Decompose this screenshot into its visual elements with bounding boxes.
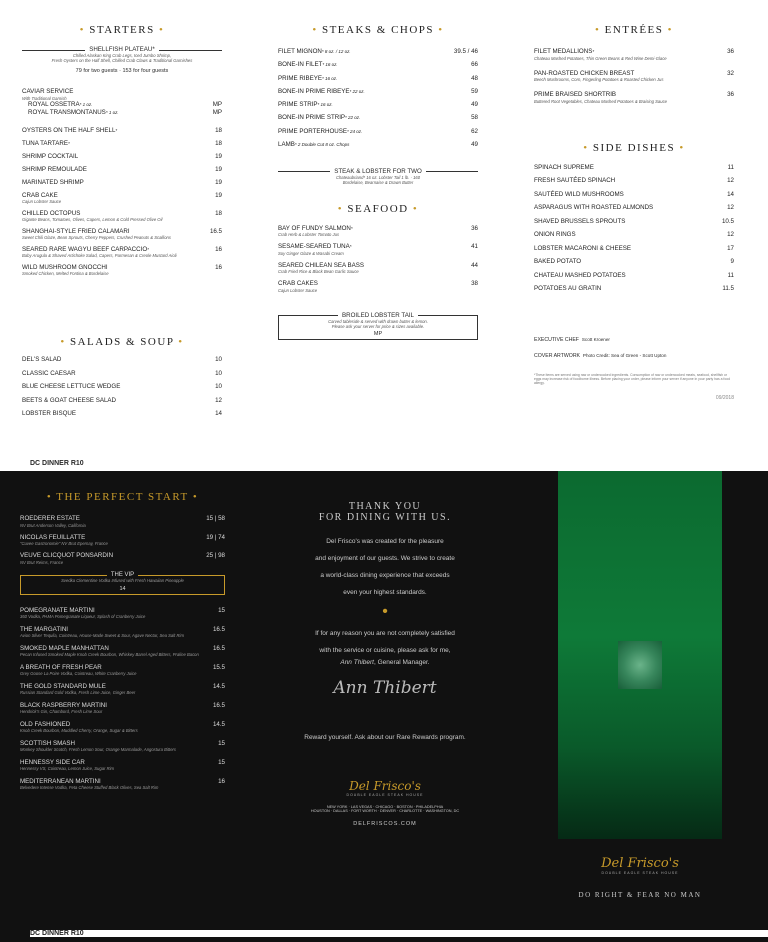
steak-item: FILET MIGNON* 8 oz. / 12 oz. 39.5 / 46: [278, 48, 478, 55]
seafood-item: BAY OF FUNDY SALMON* 36 Crab Herb & Lobster Tomato Jus: [278, 224, 478, 238]
steak-item: BONE-IN PRIME STRIP* 22 oz. 58: [278, 114, 478, 122]
rewards-text: Reward yourself. Ask about our Rare Rewards program.: [304, 734, 466, 741]
seafood-item: SESAME-SEARED TUNA* 41 Soy Ginger Glaze & Wasabi Cream: [278, 243, 478, 256]
logo: Del Frisco's: [349, 779, 421, 793]
shellfish-plateau: SHELLFISH PLATEAU* Chilled Alaskan King Crab Legs, Iced Jumbo Shrimp, Fresh Oysters on the Half Shell, Chilled Crab Claws & Traditional Garnishes 79 for two guests · 153 for four guests: [22, 50, 222, 74]
starter-item: OYSTERS ON THE HALF SHELL* 18: [22, 126, 222, 134]
starter-item: CRAB CAKE 19 Cajun Lobster Sauce: [22, 191, 222, 204]
starter-item: SHANGHAI-STYLE FRIED CALAMARI 16.5 Sweet Chili Glaze, Bean Sprouts, Cherry Peppers, Crushed Peanuts & Scallions: [22, 227, 222, 240]
salads-column: [22, 336, 222, 424]
the-vip: THE VIP Svedka Clementine Vodka Infused with Fresh Hawaiian Pineapple 14: [20, 575, 225, 595]
steak-item: BONE-IN PRIME RIBEYE* 22 oz. 59: [278, 87, 478, 95]
gold-dot: •: [382, 603, 388, 620]
print-date: 09/2018: [715, 394, 734, 401]
seafood-item: SEARED CHILEAN SEA BASS 44 Crab Fried Rice & Black Bean Garlic Sauce: [278, 261, 478, 275]
starter-item: WILD MUSHROOM GNOCCHI 16 Smoked Chicken, Melted Fontina & Bordelaise: [22, 263, 222, 276]
cover-artwork: COVER ARTWORK Photo Credit: Sea of Green - Scott Upton: [534, 352, 667, 359]
entrees-column: [534, 24, 734, 401]
steaks-heading: • STEAKS & CHOPS •: [312, 24, 444, 36]
website[interactable]: DELFRISCOS.COM: [353, 821, 417, 827]
wine-item: VEUVE CLICQUOT PONSARDIN 25 | 98 NV Brut Reims, France: [20, 552, 225, 565]
steak-lobster-for-two: STEAK & LOBSTER FOR TWO Chateaubriand* 16 oz. Lobster Tail 1 lb. · 160 Bordelaise, Bearnaise & Drawn Butter: [278, 171, 478, 185]
seafood-heading: • SEAFOOD •: [337, 202, 419, 215]
steak-item: PRIME STRIP* 16 oz. 49: [278, 101, 478, 109]
menu-code-bottom: DC DINNER R10: [30, 930, 768, 937]
side-item: CHATEAU MASHED POTATOES 11: [534, 271, 734, 279]
salads-heading: • SALADS & SOUP •: [60, 336, 184, 348]
thanks-paragraph-line: with the service or cuisine, please ask for me,: [319, 647, 451, 654]
starter-item: MARINATED SHRIMP 19: [22, 178, 222, 186]
entrees-heading: • ENTRÉES •: [595, 24, 673, 36]
cocktail-item: MEDITERRANEAN MARTINI 16 Belvedere Intense Vodka, Feta Cheese Stuffed Black Olives, Sea Salt Rim: [20, 777, 225, 790]
steak-item: BONE-IN FILET* 16 oz. 66: [278, 61, 478, 69]
steak-item: LAMB* 2 Double Cut 8 oz. Chops 49: [278, 141, 478, 149]
side-item: SHAVED BRUSSELS SPROUTS 10.5: [534, 217, 734, 225]
side-item: ONION RINGS 12: [534, 231, 734, 238]
entree-item: PAN-ROASTED CHICKEN BREAST 32 Beech Mushrooms, Corn, Fingerling Potatoes & Roasted Chicken Jus: [534, 69, 734, 82]
tagline: DO RIGHT & FEAR NO MAN: [578, 891, 702, 899]
thanks-paragraph-line: a world-class dining experience that exceeds: [320, 572, 450, 579]
steaks-column: [278, 24, 478, 340]
starter-item: SHRIMP COCKTAIL 19: [22, 152, 222, 160]
general-manager: Ann Thibert, General Manager.: [340, 659, 430, 666]
side-item: SPINACH SUPREME 11: [534, 163, 734, 171]
executive-chef: EXECUTIVE CHEF Scott Kroener: [534, 336, 610, 343]
side-item: FRESH SAUTÉED SPINACH 12: [534, 177, 734, 184]
steak-item: PRIME PORTERHOUSE* 24 oz. 62: [278, 127, 478, 135]
thanks-paragraph-line: and enjoyment of our guests. We strive to create: [315, 555, 455, 562]
cover-logo: Del Frisco's: [601, 856, 679, 871]
starter-item: CHILLED OCTOPUS 18 Gigante Beans, Tomatoes, Olives, Capers, Lemon & Cold Pressed Olive Oil: [22, 209, 222, 222]
starter-item: TUNA TARTARE* 18: [22, 139, 222, 147]
cocktail-item: HENNESSY SIDE CAR 15 Hennessy VS, Cointreau, Lemon Juice, Sugar Rim: [20, 758, 225, 771]
cocktail-item: OLD FASHIONED 14.5 Knob Creek Bourbon, Muddled Cherry, Orange, Sugar & Bitters: [20, 720, 225, 733]
wine-item: ROEDERER ESTATE 15 | 58 NV Brut Anderson Valley, California: [20, 515, 225, 528]
steak-item: PRIME RIBEYE* 16 oz. 48: [278, 74, 478, 82]
salad-item: BLUE CHEESE LETTUCE WEDGE 10: [22, 383, 222, 390]
caviar-service: CAVIAR SERVICE With Traditional Garnish ROYAL OSSETRA* 1 oz. MP ROYAL TRANSMONTANUS* 1 oz. MP: [22, 88, 222, 116]
disclaimer: *These items are served using raw or undercooked ingredients. Consumption of raw or undercooked meats, seafood, shellfish or eggs may increase risk of foodborne illness. Before placing your order, please inform your server if anyone in your party has a food allergy.: [534, 372, 731, 385]
cover-artwork-image: [558, 471, 722, 839]
starters-column: [22, 24, 222, 282]
wine-item: NICOLAS FEUILLATTE 19 | 74 "Cuvee Gastronomie" NV Brut Epernay, France: [20, 533, 225, 546]
signature: Ann Thibert: [333, 678, 437, 698]
side-item: LOBSTER MACARONI & CHEESE 17: [534, 244, 734, 252]
caviar-item: ROYAL OSSETRA* 1 oz. MP: [28, 100, 222, 108]
side-item: SAUTÉED WILD MUSHROOMS 14: [534, 190, 734, 198]
cocktail-item: SMOKED MAPLE MANHATTAN 16.5 Pecan Infused Smoked Maple Knob Creek Bourbon, Whiskey Barrel Aged Bitters, Praline Bacon: [20, 644, 225, 657]
perfect-start-column: [20, 491, 225, 797]
broiled-lobster-tail: BROILED LOBSTER TAIL Carved tableside & served with drawn butter & lemon. Please ask your server for price & sizes available. MP: [278, 315, 478, 340]
entree-item: PRIME BRAISED SHORTRIB 36 Buttered Root Vegetables, Chateau Mashed Potatoes & Braising Sauce: [534, 91, 734, 104]
starter-item: SHRIMP REMOULADE 19: [22, 165, 222, 173]
cocktail-item: BLACK RASPBERRY MARTINI 16.5 Hendrick's Gin, Chambord, Fresh Lime Sour: [20, 701, 225, 714]
thanks-paragraph-line: even your highest standards.: [343, 589, 427, 596]
sides-heading: • SIDE DISHES •: [583, 141, 685, 154]
starter-item: SEARED RARE WAGYU BEEF CARPACCIO* 16 Baby Arugula & Shaved Artichoke Salad, Capers, Parmesan & Creole Mustard Aioli: [22, 245, 222, 258]
salad-item: DEL'S SALAD 10: [22, 356, 222, 363]
salad-item: CLASSIC CAESAR 10: [22, 369, 222, 377]
seafood-item: CRAB CAKES 38 Cajun Lobster Sauce: [278, 280, 478, 293]
artwork-square: [618, 641, 662, 689]
entree-item: FILET MEDALLIONS* 36 Chateau Mashed Potatoes, Thin Green Beans & Red Wine Demi-Glace: [534, 48, 734, 61]
menu-code: DC DINNER R10: [30, 460, 84, 467]
drinks-page: [0, 471, 768, 942]
cocktail-item: A BREATH OF FRESH PEAR 15.5 Grey Goose La Poire Vodka, Cointreau, White Cranberry Juice: [20, 663, 225, 676]
side-item: POTATOES AU GRATIN 11.5: [534, 285, 734, 292]
side-item: ASPARAGUS WITH ROASTED ALMONDS 12: [534, 204, 734, 211]
cover: Del Frisco's DOUBLE EAGLE STEAK HOUSE DO RIGHT & FEAR NO MAN: [558, 856, 722, 899]
perfect-start-heading: • THE PERFECT START •: [46, 491, 199, 503]
cocktail-item: SCOTTISH SMASH 15 Monkey Shoulder Scotch, Fresh Lemon Sour, Orange Marmalade, Angostura Bitters: [20, 739, 225, 752]
side-item: BAKED POTATO 9: [534, 258, 734, 265]
salad-item: BEETS & GOAT CHEESE SALAD 12: [22, 396, 222, 404]
salad-item: LOBSTER BISQUE 14: [22, 410, 222, 417]
starters-heading: • STARTERS •: [79, 24, 165, 36]
cocktail-item: POMEGRANATE MARTINI 15 360 Vodka, PAMA Pomegranate Liqueur, Splash of Cranberry Juice: [20, 606, 225, 619]
thank-you-column: THANK YOU FOR DINING WITH US. Del Frisco's was created for the pleasure and enjoyment of our guests. We strive to create a world-class dining experience that exceeds even your highest standards. • If for any reason you are not completely satisfied with the service or cuisine, please ask for me, Ann Thibert, General Manager. Ann Thibert Reward yourself. Ask about our Rare Rewards program. Del Frisco's DOUBLE EAGLE STEAK HOUSE NEW YORK · LAS VEGAS · CHICAGO · BOSTON · PHILADELPHIA HOUSTON · DALLAS · FORT WORTH · DENVER · CHARLOTTE · WASHINGTON, DC DELFRISCOS.COM: [285, 501, 485, 827]
cocktail-item: THE GOLD STANDARD MULE 14.5 Russian Standard Gold Vodka, Fresh Lime Juice, Ginger Beer: [20, 682, 225, 695]
caviar-item: ROYAL TRANSMONTANUS* 1 oz. MP: [28, 109, 222, 116]
thanks-paragraph-line: If for any reason you are not completely satisfied: [315, 630, 455, 637]
cocktail-item: THE MARGATINI 16.5 Avion Silver Tequila, Cointreau, House-Made Sweet & Sour, Agave Nectar, Sea Salt Rim: [20, 625, 225, 638]
thanks-paragraph-line: Del Frisco's was created for the pleasure: [326, 538, 444, 545]
